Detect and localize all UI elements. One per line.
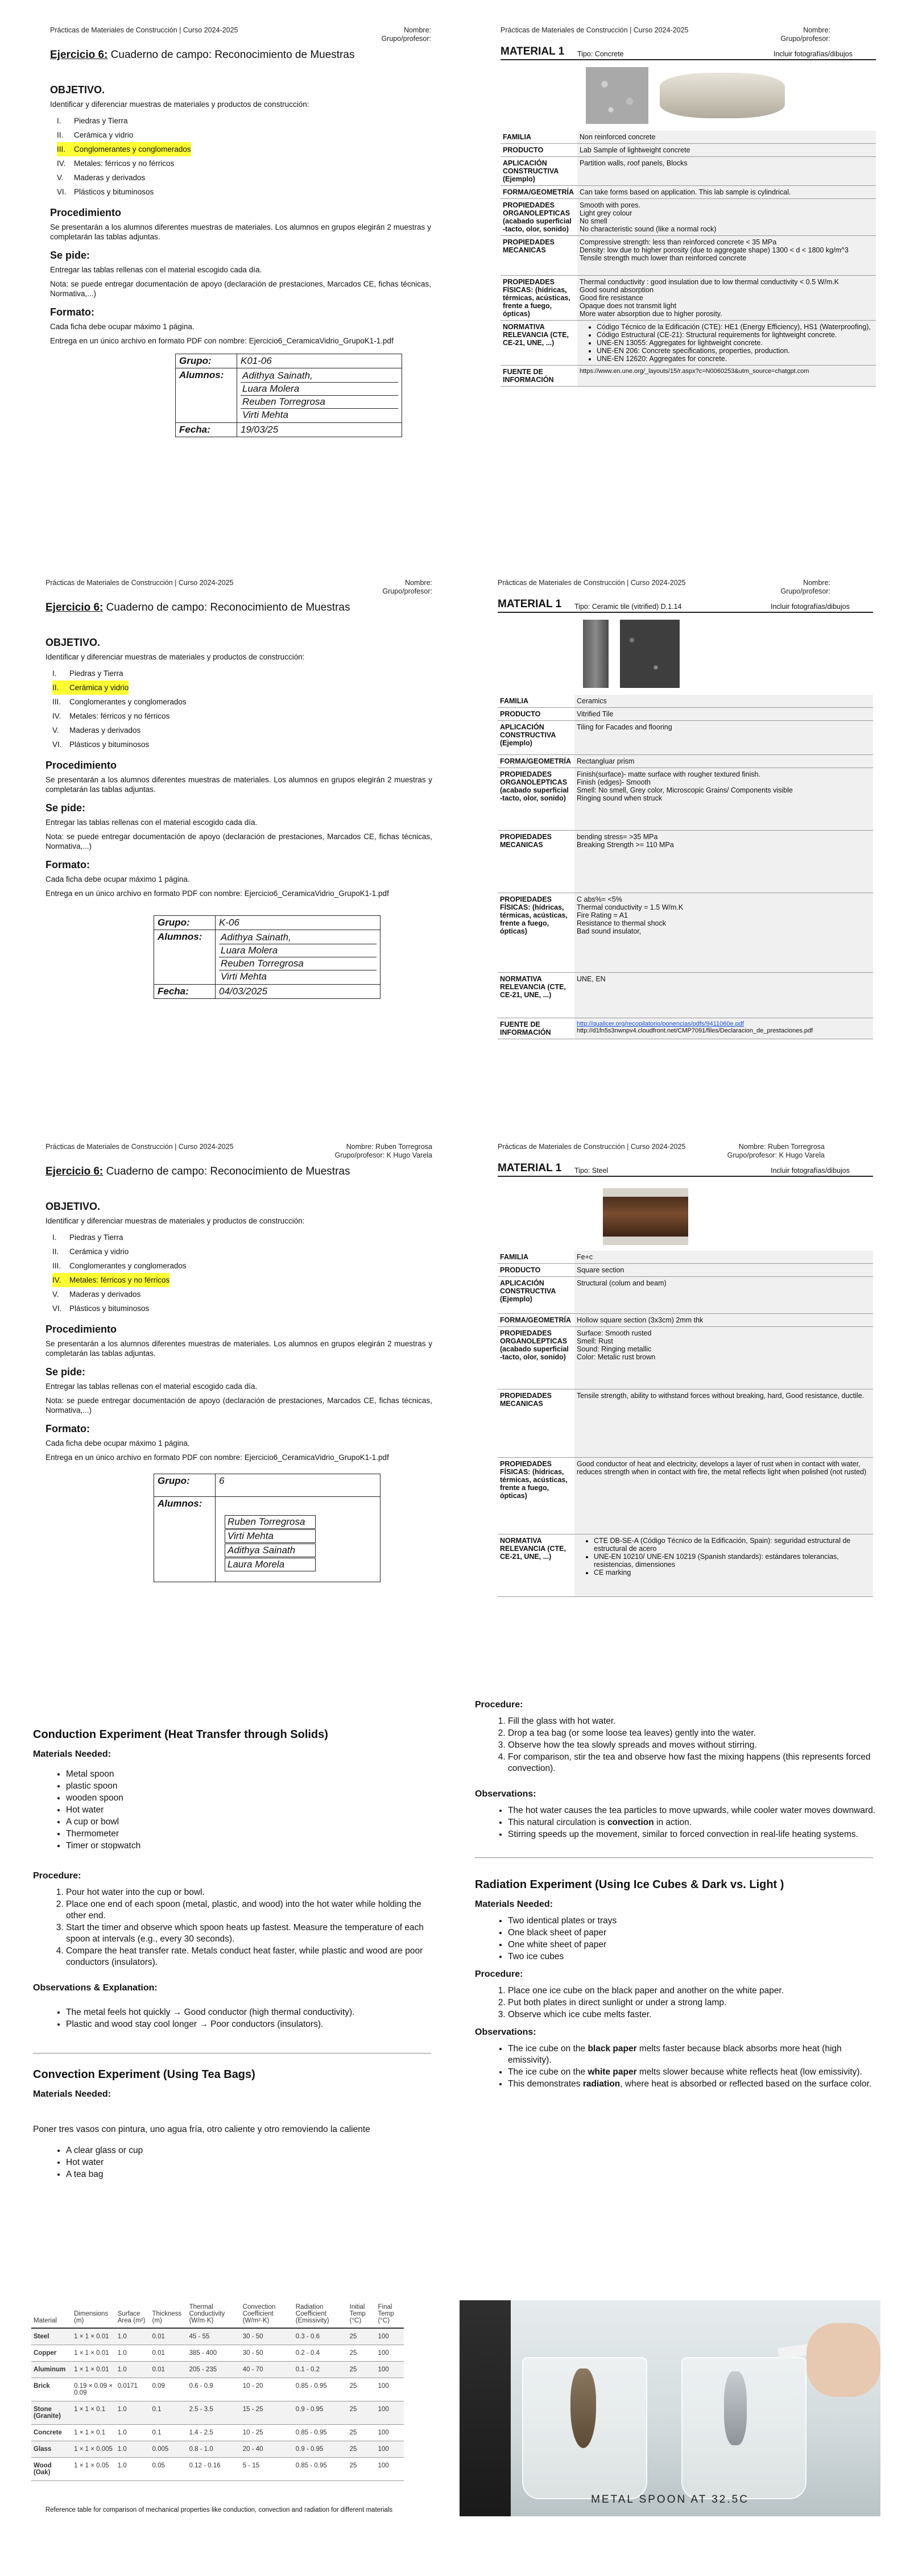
table-cell: 1.4 - 2.5: [187, 2425, 241, 2441]
material-table-3: FAMILIA Fe+c PRODUCTO Square section APLICACIÓN CONSTRUCTIVA (Ejemplo) Structural (colum and beam) FORMA/GEOMETRÍA Hollow square section (3x3cm) 2mm thk PROPIEDADES ORGANOLEPTICAS (acabado superficial -tacto, olor, sonido) Surface: Smooth rusted Smell: Rust Sound: Ringing metallic Color: Metalic rust brown PROPIEDADES MECANICAS Tensile strength, ability to withstand forces without breaking, hard, Good resistance, ductile. PROPIEDADES FÍSICAS: (hídricas, térmicas, acústicas, frente a fuego, ópticas) Good conductor of heat and electricity, develops a layer of rust when in contact with water, reduces strength when in contact with fire, the metal reflects light when polished (not rusted) NORMATIVA RELEVANCIA (CTE, CE-21, UNE, ...) • CTE DB-SE-A (Código Técnico de la Edificación, Spain): seguridad estructural de estructural de acero • UNE-EN 10210/ UNE-EN 10219 (Spanish standards): estándares tolerancias, resistencias, dimensiones • CE marking: [498, 1251, 873, 1597]
conduction-section: Conduction Experiment (Heat Transfer through Solids) Materials Needed: • Metal spoon • plastic spoon • wooden spoon • Hot water • A cup or bowl • Thermometer • Timer or stopwatch Procedure: 1. Pour hot water into the cup or bowl. 2. Place one end of each spoon (metal, plastic, and wood) into the hot water while holding the other end. 3. Start the timer and observe which spoon heats up fastest. Measure the temperature of each spoon at intervals (e.g., every 30 seconds). 4. Compare the heat transfer rate. Metals conduct heat faster, while plastic and wood are poor conductors (insulators). Observations & Explanation: • The metal feels hot quickly → Good conductor (high thermal conductivity). • Plastic and wood stay cool longer → Poor conductors (insulators). Convection Experiment (Using Tea Bags) Materials Needed: Poner tres vasos con pintura, uno agua fría, otro caliente y otro removiendo la caliente • A clear glass or cup • Hot water • A tea bag: [33, 1717, 442, 2181]
table-cell: 40 - 70: [241, 2362, 293, 2378]
table-cell: 385 - 400: [187, 2345, 241, 2362]
table-cell: 100: [376, 2458, 404, 2481]
list-item: II. Cerámica y vidrio: [52, 1247, 129, 1256]
table-row: [31, 2328, 404, 2345]
table-cell: 1 × 1 × 0.005: [72, 2441, 115, 2458]
list-item: V. Maderas y derivados: [52, 1290, 141, 1299]
table-cell: 1.0: [115, 2458, 150, 2481]
spoon-experiment-photo: [460, 2300, 880, 2516]
table-cell: 0.9 - 0.95: [293, 2441, 348, 2458]
worksheet-page-1: [50, 26, 431, 437]
nota-text: Nota: se puede entregar documentación de apoyo (declaración de prestaciones, Marcados CE, fichas técnicas, Normativa,...): [50, 280, 431, 298]
table-cell: 0.1: [150, 2401, 187, 2425]
table-cell: 0.1 - 0.2: [293, 2362, 348, 2378]
table-cell: 0.01: [150, 2362, 187, 2378]
formato-heading: Formato:: [50, 306, 94, 318]
table-header: Radiation Coefficient (Emissivity): [293, 2300, 348, 2328]
table-row: [31, 2425, 404, 2441]
table-cell: Concrete: [31, 2425, 72, 2441]
table-cell: 0.6 - 0.9: [187, 2378, 241, 2401]
table-cell: 100: [376, 2345, 404, 2362]
list-item: I. Piedras y Tierra: [57, 117, 128, 125]
table-cell: 0.85 - 0.95: [293, 2425, 348, 2441]
table-cell: 0.12 - 0.16: [187, 2458, 241, 2481]
objetivo-text: Identificar y diferenciar muestras de materiales y productos de construcción:: [50, 100, 309, 109]
table-row: [31, 2441, 404, 2458]
table-cell: 25: [348, 2378, 376, 2401]
comparison-table: [31, 2300, 404, 2481]
convection-procedure-section: Procedure: 1. Fill the glass with hot water. 2. Drop a tea bag (or some loose tea leaves) gently into the water. 3. Observe how the tea slowly spreads and moves without stirring. 4. For comparison, stir the tea and observe how fast the mixing happens (this represents forced convection). Observations: • The hot water causes the tea particles to move upwards, while cooler water moves downward. • This natural circulation is convection in action. • Stirring speeds up the movement, similar to forced convection in real-life heating systems. Radiation Experiment (Using Ice Cubes & Dark vs. Light ) Materials Needed: • Two identical plates or trays • One black sheet of paper • One white sheet of paper • Two ice cubes Procedure: 1. Place one ice cube on the black paper and another on the white paper. 2. Put both plates in direct sunlight or under a strong lamp. 3. Observe which ice cube melts faster. Observations: • The ice cube on the black paper melts faster because black absorbs more heat (high emissivity). • The ice cube on the white paper melts slower because white reflects heat (low emissivity). • This demonstrates radiation, where heat is absorbed or reflected based on the surface color.: [475, 1693, 884, 2090]
table-cell: 25: [348, 2328, 376, 2345]
table-header: Initial Temp (°C): [348, 2300, 376, 2328]
list-item-highlighted: IV. Metales: férricos y no férricos: [52, 1273, 432, 1287]
grupo-value: K01-06: [237, 354, 402, 368]
formato-text: Cada ficha debe ocupar máximo 1 página.: [50, 322, 195, 331]
group-table: Grupo: K01-06 Alumnos: Adithya Sainath, Luara Molera Reuben Torregrosa Virti Mehta Fecha: 19/03/25: [175, 354, 402, 437]
table-header: Final Temp (°C): [376, 2300, 404, 2328]
table-cell: 0.9 - 0.95: [293, 2401, 348, 2425]
concrete-photo-1: [586, 67, 648, 124]
table-row: [31, 2378, 404, 2401]
table-cell: 2.5 - 3.5: [187, 2401, 241, 2425]
table-cell: 100: [376, 2441, 404, 2458]
table-cell: 100: [376, 2378, 404, 2401]
table-cell: 100: [376, 2401, 404, 2425]
table-cell: 10 - 25: [241, 2425, 293, 2441]
sepide-text: Entregar las tablas rellenas con el material escogido cada día.: [50, 266, 262, 274]
table-cell: 0.2 - 0.4: [293, 2345, 348, 2362]
photo-caption: METAL SPOON AT 32.5C: [591, 2494, 749, 2506]
table-cell: 25: [348, 2362, 376, 2378]
table-cell: 0.05: [150, 2458, 187, 2481]
table-caption: Reference table for comparison of mechanical properties like conduction, convection and radiation for different materials: [45, 2507, 393, 2513]
table-header: Convection Coefficient (W/m²·K): [241, 2300, 293, 2328]
table-cell: 0.85 - 0.95: [293, 2458, 348, 2481]
table-cell: 0.01: [150, 2328, 187, 2345]
divider: [475, 1857, 873, 1858]
material-sheet-2: Prácticas de Materiales de Construcción | Curso 2024-2025 Nombre: Grupo/profesor: MATERIAL 1 Tipo: Ceramic tile (vitrified) D.1.14 Incluir fotografías/dibujos FAMILIA Ceramics PRODUCTO Vitrified Tile APLICACIÓN CONSTRUCTIVA (Ejemplo) Tiling for Facades and flooring FORMA/GEOMETRÍA Rectangluar prism PROPIEDADES ORGANOLEPTICAS (acabado superficial -tacto, olor, sonido) Finish(surface)- matte surface with rougher textured finish. Finish (edges)- Smooth Smell: No smell, Grey color, Microscopic Grains/ Components visible Ringing sound when struck PROPIEDADES MECANICAS bending stress= >35 MPa Breaking Strength >= 110 MPa PROPIEDADES FÍSICAS: (hídricas, térmicas, acústicas, frente a fuego, ópticas) C abs%= <5% Thermal conductivity = 1.5 W/m.K Fire Rating = A1 Resistance to thermal shock Bad sound insulator, NORMATIVA RELEVANCIA (CTE, CE-21, UNE, ...) UNE, EN FUENTE DE INFORMACIÓN http://qualicer.org/recopilatorio/ponencias/pdfs/9411060e.pdf http://d1fn5s3nwnpv4.cloudfront.net/CMP7091/files/Declaracion_de_prestaciones.pdf: [498, 579, 890, 1039]
worksheet-page-3: Prácticas de Materiales de Construcción | Curso 2024-2025 Nombre: Ruben Torregrosa Grupo/profesor: K Hugo Varela Ejercicio 6: Cuaderno de campo: Reconocimiento de Muestras OBJETIVO. Identificar y diferenciar muestras de materiales y productos de construcción: I. Piedras y Tierra II. Cerámica y vidrio III. Conglomerantes y conglomerados IV. Metales: férricos y no férricos V. Maderas y derivados VI. Plásticos y bituminosos Procedimiento Se presentarán a los alumnos diferentes muestras de materiales. Los alumnos en grupos elegirán 2 muestras y completarán las tablas adjuntas. Se pide: Entregar las tablas rellenas con el material escogido cada día. Nota: se puede entregar documentación de apoyo (declaración de prestaciones, Marcados CE, fichas técnicas, Normativa,...) Formato: Cada ficha debe ocupar máximo 1 página. Entrega en un único archivo en formato PDF con nombre: Ejercicio6_CeramicaVidrio_GrupoK1-1.pdf Grupo: 6 Alumnos: Ruben Torregrosa Virti Mehta Adithya Sainath Laura Morela: [46, 1143, 432, 1582]
table-cell: 20 - 40: [241, 2441, 293, 2458]
material-title: MATERIAL 1: [500, 45, 565, 57]
list-item-highlighted: III. Conglomerantes y conglomerados: [57, 142, 431, 156]
table-cell: 0.1: [150, 2425, 187, 2441]
worksheet-page-2: Prácticas de Materiales de Construcción | Curso 2024-2025 Nombre: Grupo/profesor: Ejercicio 6: Cuaderno de campo: Reconocimiento de Muestras OBJETIVO. Identificar y diferenciar muestras de materiales y productos de construcción: I. Piedras y Tierra II. Cerámica y vidrio III. Conglomerantes y conglomerados IV. Metales: férricos y no férricos V. Maderas y derivados VI. Plásticos y bituminosos Procedimiento Se presentarán a los alumnos diferentes muestras de materiales. Los alumnos en grupos elegirán 2 muestras y completarán las tablas adjuntas. Se pide: Entregar las tablas rellenas con el material escogido cada día. Nota: se puede entregar documentación de apoyo (declaración de prestaciones, Marcados CE, fichas técnicas, Normativa,...) Formato: Cada ficha debe ocupar máximo 1 página. Entrega en un único archivo en formato PDF con nombre: Ejercicio6_CeramicaVidrio_GrupoK1-1.pdf Grupo: K-06 Alumnos: Adithya Sainath, Luara Molera Reuben Torregrosa Virti Mehta Fecha: 04/03/2025: [46, 579, 432, 999]
table-header: Thermal Conductivity (W/m·K): [187, 2300, 241, 2328]
table-row: [31, 2362, 404, 2378]
group-table: Grupo: K-06 Alumnos: Adithya Sainath, Luara Molera Reuben Torregrosa Virti Mehta Fecha: 04/03/2025: [154, 915, 380, 999]
table-cell: Aluminum: [31, 2362, 72, 2378]
material-table-2: FAMILIA Ceramics PRODUCTO Vitrified Tile APLICACIÓN CONSTRUCTIVA (Ejemplo) Tiling for Facades and flooring FORMA/GEOMETRÍA Rectangluar prism PROPIEDADES ORGANOLEPTICAS (acabado superficial -tacto, olor, sonido) Finish(surface)- matte surface with rougher textured finish. Finish (edges)- Smooth Smell: No smell, Grey color, Microscopic Grains/ Components visible Ringing sound when struck PROPIEDADES MECANICAS bending stress= >35 MPa Breaking Strength >= 110 MPa PROPIEDADES FÍSICAS: (hídricas, térmicas, acústicas, frente a fuego, ópticas) C abs%= <5% Thermal conductivity = 1.5 W/m.K Fire Rating = A1 Resistance to thermal shock Bad sound insulator, NORMATIVA RELEVANCIA (CTE, CE-21, UNE, ...) UNE, EN FUENTE DE INFORMACIÓN http://qualicer.org/recopilatorio/ponencias/pdfs/9411060e.pdf http://d1fn5s3nwnpv4.cloudfront.net/CMP7091/files/Declaracion_de_prestaciones.pdf: [498, 695, 873, 1039]
objetivo-heading: OBJETIVO.: [50, 84, 105, 96]
nombre-label: Nombre:: [404, 26, 431, 34]
grupo-label: Grupo/profesor:: [381, 35, 431, 43]
table-cell: 0.0171: [115, 2378, 150, 2401]
table-row: [31, 2345, 404, 2362]
exercise-title: Ejercicio 6: Cuaderno de campo: Reconocimiento de Muestras: [50, 49, 355, 61]
material-type: Concrete: [594, 50, 624, 58]
table-cell: 30 - 50: [241, 2345, 293, 2362]
table-cell: 0.01: [150, 2345, 187, 2362]
list-item: VI. Plásticos y bituminosos: [52, 1304, 150, 1313]
table-cell: Copper: [31, 2345, 72, 2362]
table-cell: Brick: [31, 2378, 72, 2401]
table-cell: Stone (Granite): [31, 2401, 72, 2425]
list-item: IV. Metales: férricos y no férricos: [52, 712, 170, 720]
table-cell: 5 - 15: [241, 2458, 293, 2481]
procedimiento-heading: Procedimiento: [50, 207, 122, 218]
table-cell: 1 × 1 × 0.1: [72, 2401, 115, 2425]
list-item: III. Conglomerantes y conglomerados: [52, 1262, 187, 1270]
table-cell: 100: [376, 2362, 404, 2378]
list-item: I. Piedras y Tierra: [52, 669, 123, 678]
material-table-1: FAMILIA Non reinforced concrete PRODUCTO Lab Sample of lightweight concrete APLICACIÓN CONSTRUCTIVA (Ejemplo) Partition walls, roof panels, Blocks FORMA/GEOMETRÍA Can take forms based on application. This lab sample is cylindrical. PROPIEDADES ORGANOLEPTICAS (acabado superficial -tacto, olor, sonido) Smooth with pores. Light grey colour No smell No characteristic sound (like a normal rock) PROPIEDADES MECANICAS Compressive strength: less than reinforced concrete < 35 MPa Density: low due to higher porosity (due to aggregate shape) 1300 < d < 1800 kg/m^3 Tensile strength much lower than reinforced concrete PROPIEDADES FÍSICAS: (hídricas, térmicas, acústicas, frente a fuego, ópticas) Thermal conductivity : good insulation due to low thermal conductivity < 0.5 W/m.K Good sound absorption Good fire resistance Opaque does not transmit light More water absorption due to higher porosity. NORMATIVA RELEVANCIA (CTE, CE-21, UNE, ...) • Código Técnico de la Edificación (CTE): HE1 (Energy Efficiency), HS1 (Waterproofing), • Código Estructural (CE-21): Structural requirements for lightweight concrete. • UNE-EN 13055: Aggregates for lightweight concrete. • UNE-EN 206: Concrete specifications, properties, production. • UNE-EN 12620: Aggregates for concrete. FUENTE DE INFORMACIÓN https://www.en.une.org/_layouts/15/r.aspx?c=N0060253&utm_source=chatgpt.com: [500, 131, 876, 387]
table-cell: 0.3 - 0.6: [293, 2328, 348, 2345]
table-cell: 45 - 55: [187, 2328, 241, 2345]
table-cell: 0.8 - 1.0: [187, 2441, 241, 2458]
comparison-table-section: [31, 2300, 407, 2514]
list-item: V. Maderas y derivados: [52, 726, 141, 735]
table-cell: 1 × 1 × 0.1: [72, 2425, 115, 2441]
entrega-text: Entrega en un único archivo en formato PDF con nombre: Ejercicio6_CeramicaVidrio_GrupoK1-1.pdf: [50, 337, 394, 345]
sepide-heading: Se pide:: [50, 250, 90, 261]
table-header: Material: [31, 2300, 72, 2328]
table-cell: 1 × 1 × 0.01: [72, 2345, 115, 2362]
materials-list: [57, 114, 431, 199]
table-cell: 25: [348, 2425, 376, 2441]
table-cell: Glass: [31, 2441, 72, 2458]
table-cell: 1 × 1 × 0.01: [72, 2328, 115, 2345]
tile-photo-1: [583, 620, 609, 688]
table-header: Dimensions (m): [72, 2300, 115, 2328]
table-cell: 25: [348, 2345, 376, 2362]
source-link-1[interactable]: http://qualicer.org/recopilatorio/ponencias/pdfs/9411060e.pdf: [577, 1021, 744, 1027]
table-cell: 100: [376, 2425, 404, 2441]
concrete-photo-2: [660, 73, 785, 118]
list-item: II. Cerámica y vidrio: [57, 131, 134, 139]
table-cell: 1.0: [115, 2362, 150, 2378]
table-cell: 30 - 50: [241, 2328, 293, 2345]
radiation-title: Radiation Experiment (Using Ice Cubes & Dark vs. Light ): [475, 1878, 784, 1891]
list-item-highlighted: II. Cerámica y vidrio: [52, 681, 432, 695]
list-item: VI. Plásticos y bituminosos: [57, 188, 154, 196]
table-row: [31, 2458, 404, 2481]
steel-photo: [603, 1188, 688, 1245]
list-item: V. Maderas y derivados: [57, 173, 146, 182]
table-cell: 10 - 20: [241, 2378, 293, 2401]
tile-photo-2: [620, 620, 680, 688]
table-cell: 25: [348, 2458, 376, 2481]
table-cell: 25: [348, 2441, 376, 2458]
table-cell: Wood (Oak): [31, 2458, 72, 2481]
table-cell: 1.0: [115, 2401, 150, 2425]
material-sheet-3: Prácticas de Materiales de Construcción | Curso 2024-2025 Nombre: Ruben Torregrosa Grupo/profesor: K Hugo Varela MATERIAL 1 Tipo: Steel Incluir fotografías/dibujos FAMILIA Fe+c PRODUCTO Square section APLICACIÓN CONSTRUCTIVA (Ejemplo) Structural (colum and beam) FORMA/GEOMETRÍA Hollow square section (3x3cm) 2mm thk PROPIEDADES ORGANOLEPTICAS (acabado superficial -tacto, olor, sonido) Surface: Smooth rusted Smell: Rust Sound: Ringing metallic Color: Metalic rust brown PROPIEDADES MECANICAS Tensile strength, ability to withstand forces without breaking, hard, Good resistance, ductile. PROPIEDADES FÍSICAS: (hídricas, térmicas, acústicas, frente a fuego, ópticas) Good conductor of heat and electricity, develops a layer of rust when in contact with water, reduces strength when in contact with fire, the metal reflects light when polished (not rusted) NORMATIVA RELEVANCIA (CTE, CE-21, UNE, ...) • CTE DB-SE-A (Código Técnico de la Edificación, Spain): seguridad estructural de estructural de acero • UNE-EN 10210/ UNE-EN 10219 (Spanish standards): estándares tolerancias, resistencias, dimensiones • CE marking: [498, 1143, 890, 1597]
table-row: [31, 2401, 404, 2425]
divider: [33, 2053, 431, 2054]
alumnos-value: Adithya Sainath, Luara Molera Reuben Torregrosa Virti Mehta: [237, 368, 402, 423]
table-cell: 0.09: [150, 2378, 187, 2401]
table-cell: 1.0: [115, 2441, 150, 2458]
table-cell: 100: [376, 2328, 404, 2345]
table-cell: 205 - 235: [187, 2362, 241, 2378]
table-cell: 25: [348, 2401, 376, 2425]
table-cell: 0.19 × 0.09 × 0.09: [72, 2378, 115, 2401]
table-cell: 1 × 1 × 0.01: [72, 2362, 115, 2378]
group-table: Grupo: 6 Alumnos: Ruben Torregrosa Virti Mehta Adithya Sainath Laura Morela: [154, 1474, 380, 1582]
fecha-value: 19/03/25: [237, 423, 402, 437]
convection-title: Convection Experiment (Using Tea Bags): [33, 2068, 255, 2081]
material-sheet-1: Prácticas de Materiales de Construcción | Curso 2024-2025 Nombre: Grupo/profesor: MATERIAL 1 Tipo: Concrete Incluir fotografías/dibujos FAMILIA Non reinforced concrete PRODUCTO Lab Sample of lightweight concrete APLICACIÓN CONSTRUCTIVA (Ejemplo) Partition walls, roof panels, Blocks FORMA/GEOMETRÍA Can take forms based on application. This lab sample is cylindrical. PROPIEDADES ORGANOLEPTICAS (acabado superficial -tacto, olor, sonido) Smooth with pores. Light grey colour No smell No characteristic sound (like a normal rock) PROPIEDADES MECANICAS Compressive strength: less than reinforced concrete < 35 MPa Density: low due to higher porosity (due to aggregate shape) 1300 < d < 1800 kg/m^3 Tensile strength much lower than reinforced concrete PROPIEDADES FÍSICAS: (hídricas, térmicas, acústicas, frente a fuego, ópticas) Thermal conductivity : good insulation due to low thermal conductivity < 0.5 W/m.K Good sound absorption Good fire resistance Opaque does not transmit light More water absorption due to higher porosity. NORMATIVA RELEVANCIA (CTE, CE-21, UNE, ...) • Código Técnico de la Edificación (CTE): HE1 (Energy Efficiency), HS1 (Waterproofing), • Código Estructural (CE-21): Structural requirements for lightweight concrete. • UNE-EN 13055: Aggregates for lightweight concrete. • UNE-EN 206: Concrete specifications, properties, production. • UNE-EN 12620: Aggregates for concrete. FUENTE DE INFORMACIÓN https://www.en.une.org/_layouts/15/r.aspx?c=N0060253&utm_source=chatgpt.com: [500, 26, 887, 387]
table-cell: 1 × 1 × 0.05: [72, 2458, 115, 2481]
table-cell: Steel: [31, 2328, 72, 2345]
list-item: IV. Metales: férricos y no férricos: [57, 159, 175, 168]
list-item: III. Conglomerantes y conglomerados: [52, 698, 187, 706]
list-item: • This natural circulation is convection in action.: [508, 1817, 884, 1828]
table-header: Thickness (m): [150, 2300, 187, 2328]
table-cell: 15 - 25: [241, 2401, 293, 2425]
table-cell: 1.0: [115, 2345, 150, 2362]
table-cell: 1.0: [115, 2425, 150, 2441]
table-header: Surface Area (m²): [115, 2300, 150, 2328]
table-cell: 0.85 - 0.95: [293, 2378, 348, 2401]
list-item: I. Piedras y Tierra: [52, 1233, 123, 1242]
procedimiento-text: Se presentarán a los alumnos diferentes muestras de materiales. Los alumnos en grupos elegirán 2 muestras y completarán las tablas adjuntas.: [50, 223, 431, 241]
conduction-title: Conduction Experiment (Heat Transfer through Solids): [33, 1728, 328, 1741]
list-item: VI. Plásticos y bituminosos: [52, 740, 150, 749]
course-header: Prácticas de Materiales de Construcción | Curso 2024-2025: [50, 26, 238, 34]
table-cell: 0.005: [150, 2441, 187, 2458]
table-cell: 1.0: [115, 2328, 150, 2345]
